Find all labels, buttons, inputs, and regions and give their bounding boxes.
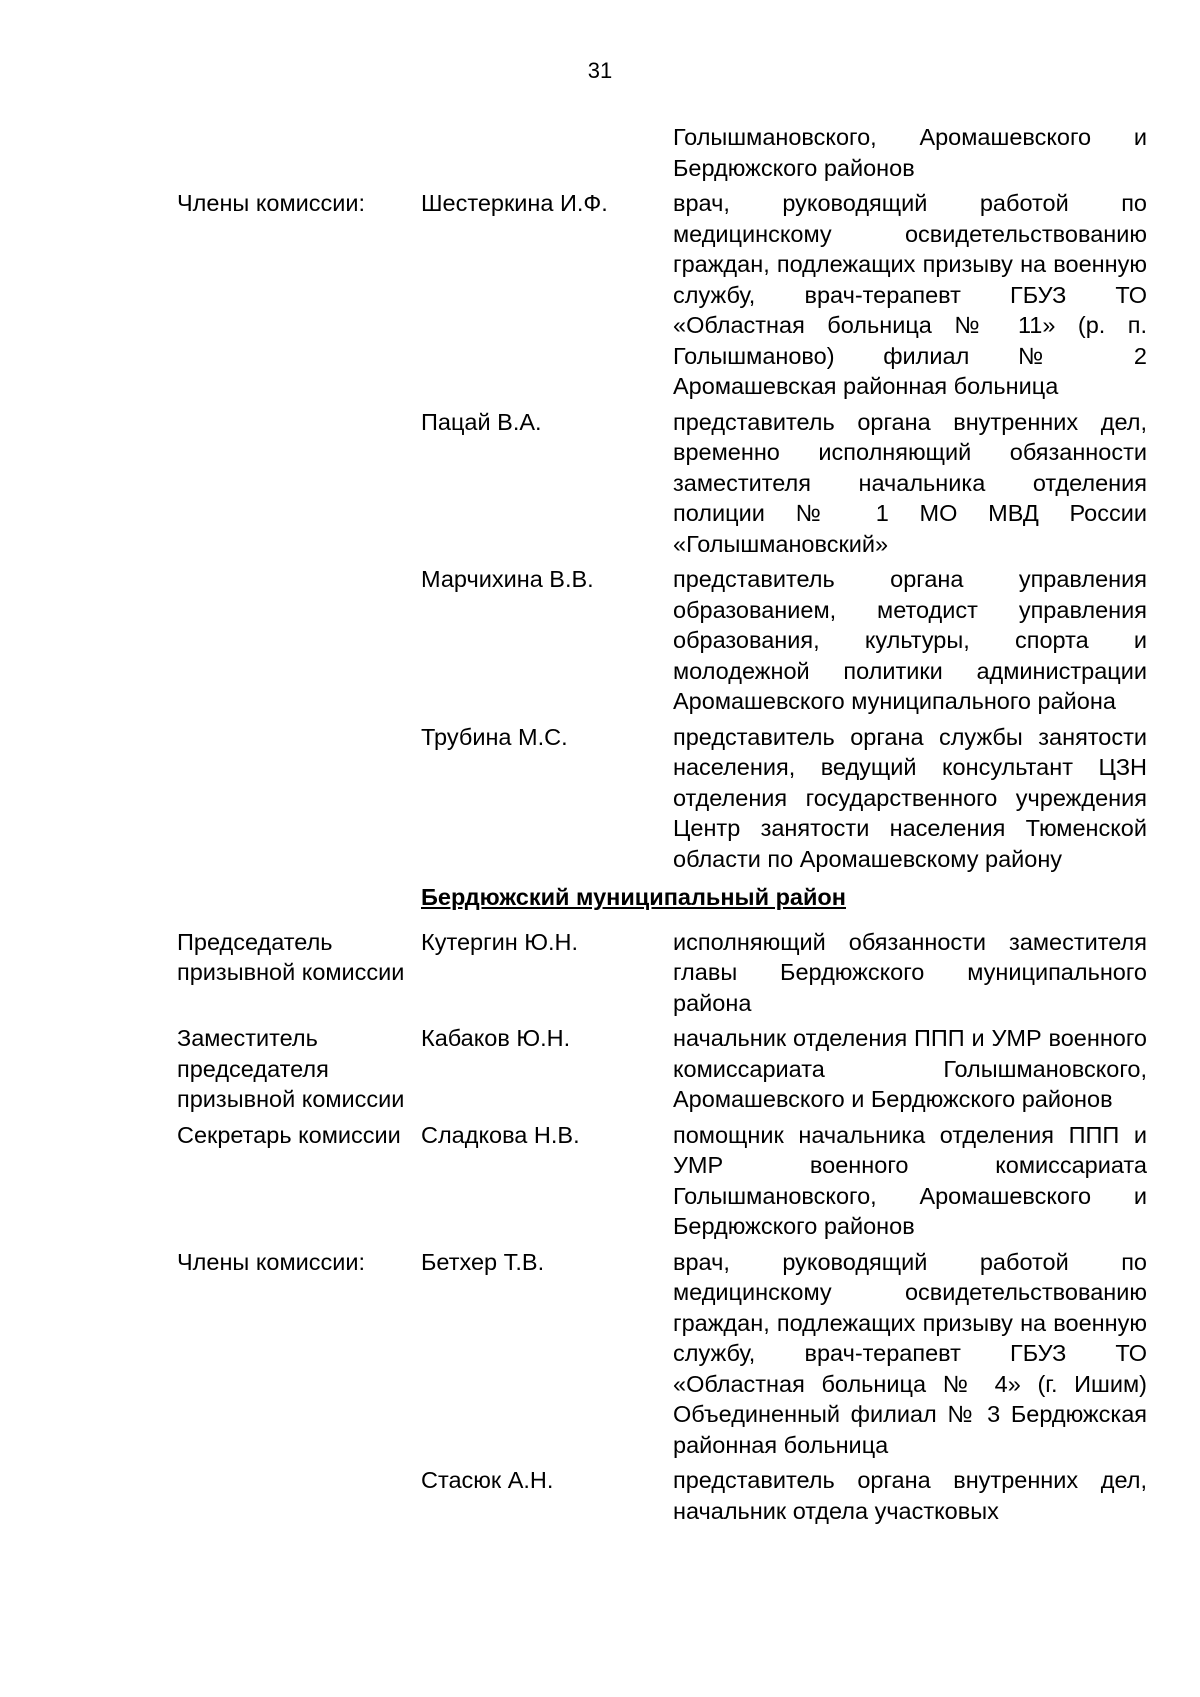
member-row (0, 564, 1200, 717)
member-row (0, 407, 1200, 560)
member-role: Заместитель председателя призывной комиссии (177, 1025, 405, 1112)
member-role: Секретарь комиссии (177, 1121, 401, 1148)
member-name: Сладкова Н.В. (421, 1121, 580, 1148)
section-title: Бердюжский муниципальный район (421, 884, 846, 910)
member-description: помощник начальника отделения ППП и УМР военного комиссариата Голышмановского, Аромашевского и Бердюжского районов (673, 1121, 1147, 1239)
member-row (0, 1023, 1200, 1115)
member-description: представитель органа внутренних дел, временно исполняющий обязанности заместителя начальника отделения полиции № 1 МО МВД России «Голышмановский» (673, 408, 1147, 557)
member-role: Председатель призывной комиссии (177, 928, 405, 985)
member-row (0, 1247, 1200, 1461)
member-name: Трубина М.С. (421, 723, 568, 750)
member-name: Пацай В.А. (421, 408, 542, 435)
member-description: представитель органа внутренних дел, начальник отдела участковых (673, 1467, 1147, 1524)
member-name: Бетхер Т.В. (421, 1248, 545, 1275)
member-row (0, 1120, 1200, 1242)
commission-list (0, 122, 1200, 1531)
member-row (0, 927, 1200, 1019)
member-description: представитель органа управления образованием, методист управления образования, культуры, спорта и молодежной политики администрации Аромашевского муниципального района (673, 566, 1147, 714)
member-description: начальник отделения ППП и УМР военного комиссариата Голышмановского, Аромашевского и Бердюжского районов (673, 1025, 1147, 1112)
member-description: врач, руководящий работой по медицинскому освидетельствованию граждан, подлежащих призыву на военную службу, врач-терапевт ГБУЗ ТО «Областная больница № 11» (р. п. Голышманово) филиал № 2 Аромашевская районная больница (673, 190, 1147, 399)
member-description: врач, руководящий работой по медицинскому освидетельствованию граждан, подлежащих призыву на военную службу, врач-терапевт ГБУЗ ТО «Областная больница № 4» (г. Ишим) Объединенный филиал № 3 Бердюжская районная больница (673, 1248, 1147, 1458)
member-description: Голышмановского, Аромашевского и Бердюжского районов (673, 124, 1147, 181)
member-row (0, 722, 1200, 875)
member-name: Кутергин Ю.Н. (421, 928, 579, 955)
member-description: представитель органа службы занятости населения, ведущий консультант ЦЗН отделения государственного учреждения Центр занятости населения Тюменской области по Аромашевскому району (673, 723, 1147, 872)
member-role: Члены комиссии: (177, 1248, 366, 1275)
continuation-row (0, 122, 1200, 183)
member-name: Кабаков Ю.Н. (421, 1025, 571, 1051)
member-description: исполняющий обязанности заместителя главы Бердюжского муниципального района (673, 928, 1147, 1016)
member-name: Шестеркина И.Ф. (421, 190, 608, 216)
member-row (0, 1465, 1200, 1526)
member-name: Стасюк А.Н. (421, 1467, 554, 1493)
member-name: Марчихина В.В. (421, 566, 594, 592)
member-role: Члены комиссии: (177, 190, 366, 216)
member-row (0, 188, 1200, 402)
page-number: 31 (587, 58, 613, 83)
